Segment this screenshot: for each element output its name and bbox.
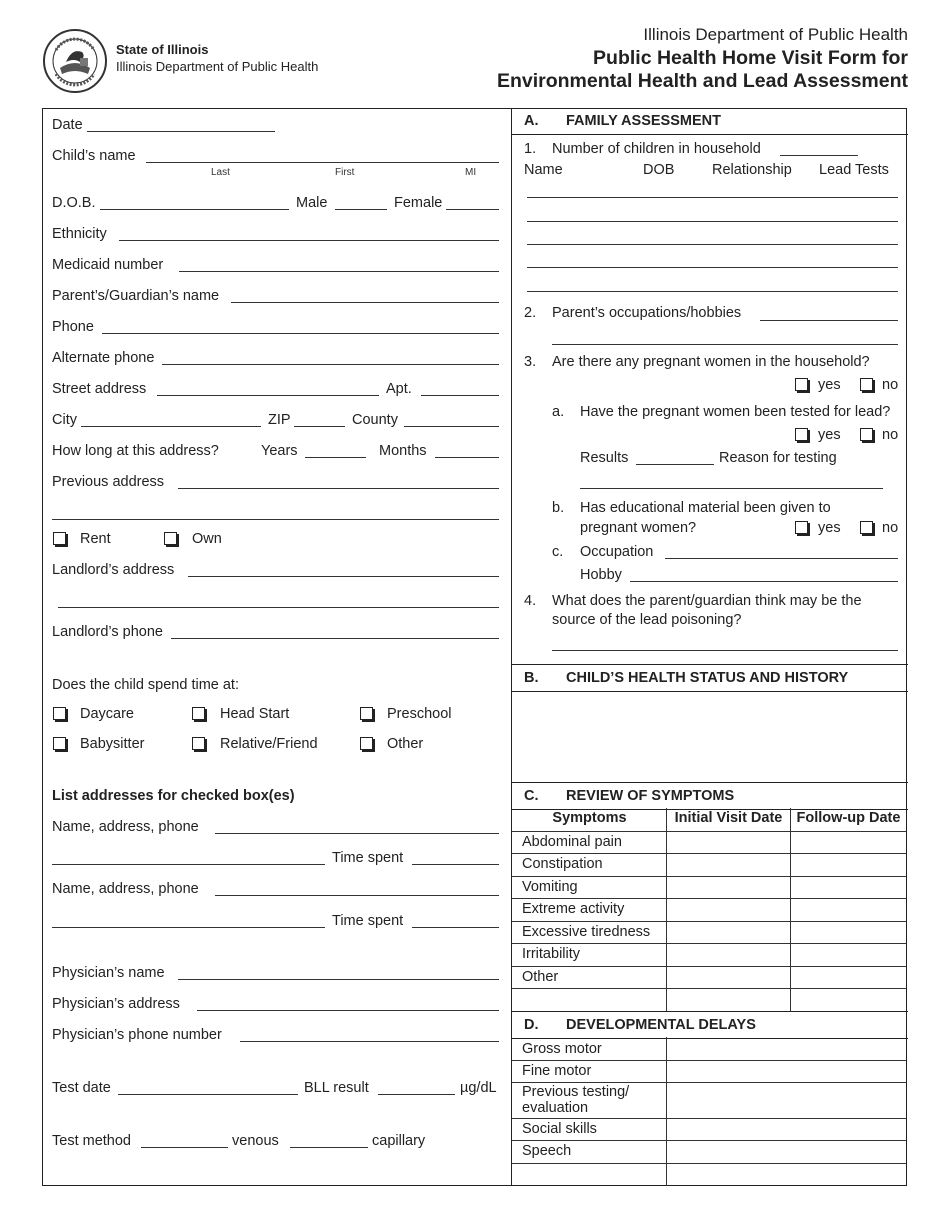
delay-fine-motor: Fine motor bbox=[522, 1063, 592, 1079]
landlord-address-field-2[interactable] bbox=[58, 607, 499, 608]
qb-yes-label: yes bbox=[818, 520, 841, 536]
landlord-phone-field[interactable] bbox=[171, 638, 499, 639]
rent-checkbox[interactable] bbox=[53, 532, 66, 545]
q3-no-checkbox[interactable] bbox=[860, 378, 873, 391]
hobby-label: Hobby bbox=[580, 567, 622, 583]
symptoms-col-line-1 bbox=[666, 808, 667, 1011]
years-field[interactable] bbox=[305, 457, 366, 458]
prev-address-field[interactable] bbox=[178, 488, 499, 489]
qa-letter: a. bbox=[552, 404, 565, 420]
section-a-header bbox=[512, 108, 908, 135]
symptoms-row-line bbox=[512, 966, 906, 967]
male-field[interactable] bbox=[335, 209, 387, 210]
q4-label-1: What does the parent/guardian think may be the bbox=[552, 593, 862, 609]
q2-label: Parent’s occupations/hobbies bbox=[552, 305, 742, 321]
physician-name-field[interactable] bbox=[178, 979, 499, 980]
first-caption: First bbox=[335, 167, 355, 178]
medicaid-label: Medicaid number bbox=[52, 257, 164, 273]
test-method-label: Test method bbox=[52, 1133, 131, 1149]
section-c-header bbox=[512, 782, 908, 810]
qb-no-label: no bbox=[882, 520, 899, 536]
col-relationship: Relationship bbox=[712, 162, 792, 178]
apt-label: Apt. bbox=[386, 381, 412, 397]
qa-no-label: no bbox=[882, 427, 899, 443]
how-long-label: How long at this address? bbox=[52, 443, 219, 459]
test-date-label: Test date bbox=[52, 1080, 111, 1096]
col-lead-tests: Lead Tests bbox=[819, 162, 889, 178]
q1-label: Number of children in household bbox=[552, 141, 761, 157]
q1-number: 1. bbox=[524, 141, 537, 157]
landlord-address-label: Landlord’s address bbox=[52, 562, 175, 578]
time-spent-field-1[interactable] bbox=[412, 864, 499, 865]
qb-label-2: pregnant women? bbox=[580, 520, 697, 536]
name-addr-phone-label-2: Name, address, phone bbox=[52, 881, 199, 897]
occupations-field[interactable] bbox=[760, 320, 898, 321]
city-label: City bbox=[52, 412, 77, 428]
col-dob: DOB bbox=[643, 162, 675, 178]
bll-result-field[interactable] bbox=[378, 1094, 455, 1095]
form-title-line1: Public Health Home Visit Form for bbox=[593, 47, 908, 69]
qa-yes-label: yes bbox=[818, 427, 841, 443]
qa-label: Have the pregnant women been tested for lead? bbox=[580, 404, 891, 420]
symptom-extreme-activity: Extreme activity bbox=[522, 901, 625, 917]
delays-row-line bbox=[512, 1060, 906, 1061]
q4-label-2: source of the lead poisoning? bbox=[552, 612, 742, 628]
rent-label: Rent bbox=[80, 531, 111, 547]
relative-label: Relative/Friend bbox=[220, 736, 318, 752]
delay-speech: Speech bbox=[522, 1143, 572, 1159]
q3-no-label: no bbox=[882, 377, 899, 393]
mi-caption: MI bbox=[465, 167, 477, 178]
physician-name-label: Physician’s name bbox=[52, 965, 165, 981]
own-label: Own bbox=[192, 531, 222, 547]
phone-label: Phone bbox=[52, 319, 94, 335]
county-field[interactable] bbox=[404, 426, 499, 427]
last-caption: Last bbox=[211, 167, 230, 178]
q2-number: 2. bbox=[524, 305, 537, 321]
delays-row-line bbox=[512, 1082, 906, 1083]
q3-label: Are there any pregnant women in the household? bbox=[552, 354, 870, 370]
occupation-field[interactable] bbox=[665, 558, 898, 559]
delays-row-line bbox=[512, 1140, 906, 1141]
own-checkbox[interactable] bbox=[164, 532, 177, 545]
male-label: Male bbox=[296, 195, 328, 211]
street-field[interactable] bbox=[157, 395, 379, 396]
delays-row-line bbox=[512, 1163, 906, 1164]
list-addresses-heading: List addresses for checked box(es) bbox=[52, 788, 295, 804]
qb-yes-checkbox[interactable] bbox=[795, 521, 808, 534]
months-label: Months bbox=[379, 443, 427, 459]
symptoms-row-line bbox=[512, 943, 906, 944]
zip-field[interactable] bbox=[294, 426, 345, 427]
landlord-address-field[interactable] bbox=[188, 576, 499, 577]
section-b-title: CHILD’S HEALTH STATUS AND HISTORY bbox=[566, 670, 849, 686]
follow-up-header: Follow-up Date bbox=[796, 810, 901, 826]
babysitter-label: Babysitter bbox=[80, 736, 145, 752]
child-row-4[interactable] bbox=[527, 267, 898, 268]
name-addr-phone-label-1: Name, address, phone bbox=[52, 819, 199, 835]
results-label: Results bbox=[580, 450, 629, 466]
reason-label: Reason for testing bbox=[719, 450, 837, 466]
symptoms-row-line bbox=[512, 898, 906, 899]
child-row-1[interactable] bbox=[527, 197, 898, 198]
qa-yes-checkbox[interactable] bbox=[795, 428, 808, 441]
physician-phone-field[interactable] bbox=[240, 1041, 499, 1042]
symptom-excessive-tiredness: Excessive tiredness bbox=[522, 924, 651, 940]
symptoms-row-line bbox=[512, 988, 906, 989]
delay-gross-motor: Gross motor bbox=[522, 1041, 602, 1057]
health-history-area[interactable] bbox=[513, 692, 906, 780]
female-field[interactable] bbox=[446, 209, 499, 210]
venous-label: venous bbox=[232, 1133, 279, 1149]
head-start-checkbox[interactable] bbox=[192, 707, 205, 720]
qc-letter: c. bbox=[552, 544, 564, 560]
guardian-label: Parent’s/Guardian’s name bbox=[52, 288, 220, 304]
months-field[interactable] bbox=[435, 457, 499, 458]
department-right: Illinois Department of Public Health bbox=[643, 25, 908, 44]
guardian-field[interactable] bbox=[231, 302, 499, 303]
time-spent-label-1: Time spent bbox=[332, 850, 404, 866]
delay-social-skills: Social skills bbox=[522, 1121, 597, 1137]
time-spent-field-2[interactable] bbox=[412, 927, 499, 928]
symptom-irritability: Irritability bbox=[522, 946, 581, 962]
other-label: Other bbox=[387, 736, 424, 752]
col-name: Name bbox=[524, 162, 563, 178]
child-row-3[interactable] bbox=[527, 244, 898, 245]
ethnicity-field[interactable] bbox=[119, 240, 499, 241]
physician-address-label: Physician’s address bbox=[52, 996, 180, 1012]
bll-result-label: BLL result bbox=[304, 1080, 369, 1096]
department-left: Illinois Department of Public Health bbox=[116, 59, 319, 74]
qb-no-checkbox[interactable] bbox=[860, 521, 873, 534]
children-count-field[interactable] bbox=[780, 155, 858, 156]
delay-previous-testing: Previous testing/ evaluation bbox=[522, 1084, 630, 1116]
head-start-label: Head Start bbox=[220, 706, 290, 722]
reason-field[interactable] bbox=[580, 488, 883, 489]
address-field-1[interactable] bbox=[52, 864, 325, 865]
qa-no-checkbox[interactable] bbox=[860, 428, 873, 441]
ethnicity-label: Ethnicity bbox=[52, 226, 107, 242]
apt-field[interactable] bbox=[421, 395, 499, 396]
q3-number: 3. bbox=[524, 354, 537, 370]
symptom-abdominal-pain: Abdominal pain bbox=[522, 834, 622, 850]
capillary-field[interactable] bbox=[290, 1147, 368, 1148]
capillary-label: capillary bbox=[372, 1133, 426, 1149]
child-name-field[interactable] bbox=[146, 162, 499, 163]
years-label: Years bbox=[261, 443, 298, 459]
unit-label: µg/dL bbox=[460, 1080, 497, 1096]
babysitter-checkbox[interactable] bbox=[53, 737, 66, 750]
dob-label: D.O.B. bbox=[52, 195, 96, 211]
form-title-line2: Environmental Health and Lead Assessment bbox=[496, 70, 908, 92]
delays-row-line bbox=[512, 1118, 906, 1119]
date-label: Date bbox=[52, 117, 83, 133]
section-c-letter: C. bbox=[524, 788, 539, 804]
section-c-title: REVIEW OF SYMPTOMS bbox=[566, 788, 735, 804]
physician-address-field[interactable] bbox=[197, 1010, 499, 1011]
medicaid-field[interactable] bbox=[179, 271, 499, 272]
section-b-header bbox=[512, 664, 908, 692]
hobby-field[interactable] bbox=[630, 581, 898, 582]
symptoms-row-line bbox=[512, 853, 906, 854]
qb-label-1: Has educational material been given to bbox=[580, 500, 831, 516]
daycare-checkbox[interactable] bbox=[53, 707, 66, 720]
preschool-label: Preschool bbox=[387, 706, 452, 722]
initial-visit-header: Initial Visit Date bbox=[674, 810, 783, 826]
venous-field[interactable] bbox=[141, 1147, 228, 1148]
other-checkbox[interactable] bbox=[360, 737, 373, 750]
symptom-vomiting: Vomiting bbox=[522, 879, 578, 895]
test-date-field[interactable] bbox=[118, 1094, 298, 1095]
city-field[interactable] bbox=[81, 426, 261, 427]
preschool-checkbox[interactable] bbox=[360, 707, 373, 720]
spend-time-label: Does the child spend time at: bbox=[52, 677, 239, 693]
section-d-letter: D. bbox=[524, 1017, 539, 1033]
date-field[interactable] bbox=[87, 131, 275, 132]
county-label: County bbox=[352, 412, 398, 428]
symptoms-col-line-2 bbox=[790, 808, 791, 1011]
q3-yes-label: yes bbox=[818, 377, 841, 393]
symptom-other: Other bbox=[522, 969, 559, 985]
name-addr-phone-field-1[interactable] bbox=[215, 833, 499, 834]
section-a-letter: A. bbox=[524, 113, 539, 129]
female-label: Female bbox=[394, 195, 443, 211]
section-b-letter: B. bbox=[524, 670, 539, 686]
street-label: Street address bbox=[52, 381, 147, 397]
symptoms-row-line bbox=[512, 876, 906, 877]
child-name-label: Child’s name bbox=[52, 148, 136, 164]
state-seal bbox=[42, 28, 108, 94]
results-field[interactable] bbox=[636, 464, 714, 465]
name-addr-phone-field-2[interactable] bbox=[215, 895, 499, 896]
prev-address-label: Previous address bbox=[52, 474, 165, 490]
section-a-title: FAMILY ASSESSMENT bbox=[566, 113, 721, 129]
symptoms-row-line bbox=[512, 921, 906, 922]
symptoms-header: Symptoms bbox=[552, 810, 627, 826]
relative-checkbox[interactable] bbox=[192, 737, 205, 750]
q3-yes-checkbox[interactable] bbox=[795, 378, 808, 391]
child-row-5[interactable] bbox=[527, 291, 898, 292]
source-field[interactable] bbox=[552, 650, 898, 651]
section-d-header bbox=[512, 1011, 908, 1039]
state-name: State of Illinois bbox=[116, 42, 209, 57]
phone-field[interactable] bbox=[102, 333, 499, 334]
alt-phone-label: Alternate phone bbox=[52, 350, 155, 366]
symptom-constipation: Constipation bbox=[522, 856, 603, 872]
daycare-label: Daycare bbox=[80, 706, 134, 722]
symptoms-row-line bbox=[512, 831, 906, 832]
address-field-2[interactable] bbox=[52, 927, 325, 928]
child-row-2[interactable] bbox=[527, 221, 898, 222]
zip-label: ZIP bbox=[268, 412, 291, 428]
landlord-phone-label: Landlord’s phone bbox=[52, 624, 163, 640]
time-spent-label-2: Time spent bbox=[332, 913, 404, 929]
section-d-title: DEVELOPMENTAL DELAYS bbox=[566, 1017, 756, 1033]
qb-letter: b. bbox=[552, 500, 565, 516]
occupation-label: Occupation bbox=[580, 544, 654, 560]
physician-phone-label: Physician’s phone number bbox=[52, 1027, 222, 1043]
alt-phone-field[interactable] bbox=[162, 364, 499, 365]
dob-field[interactable] bbox=[100, 209, 289, 210]
occupations-field-2[interactable] bbox=[552, 344, 898, 345]
prev-address-field-2[interactable] bbox=[52, 519, 499, 520]
q4-number: 4. bbox=[524, 593, 537, 609]
